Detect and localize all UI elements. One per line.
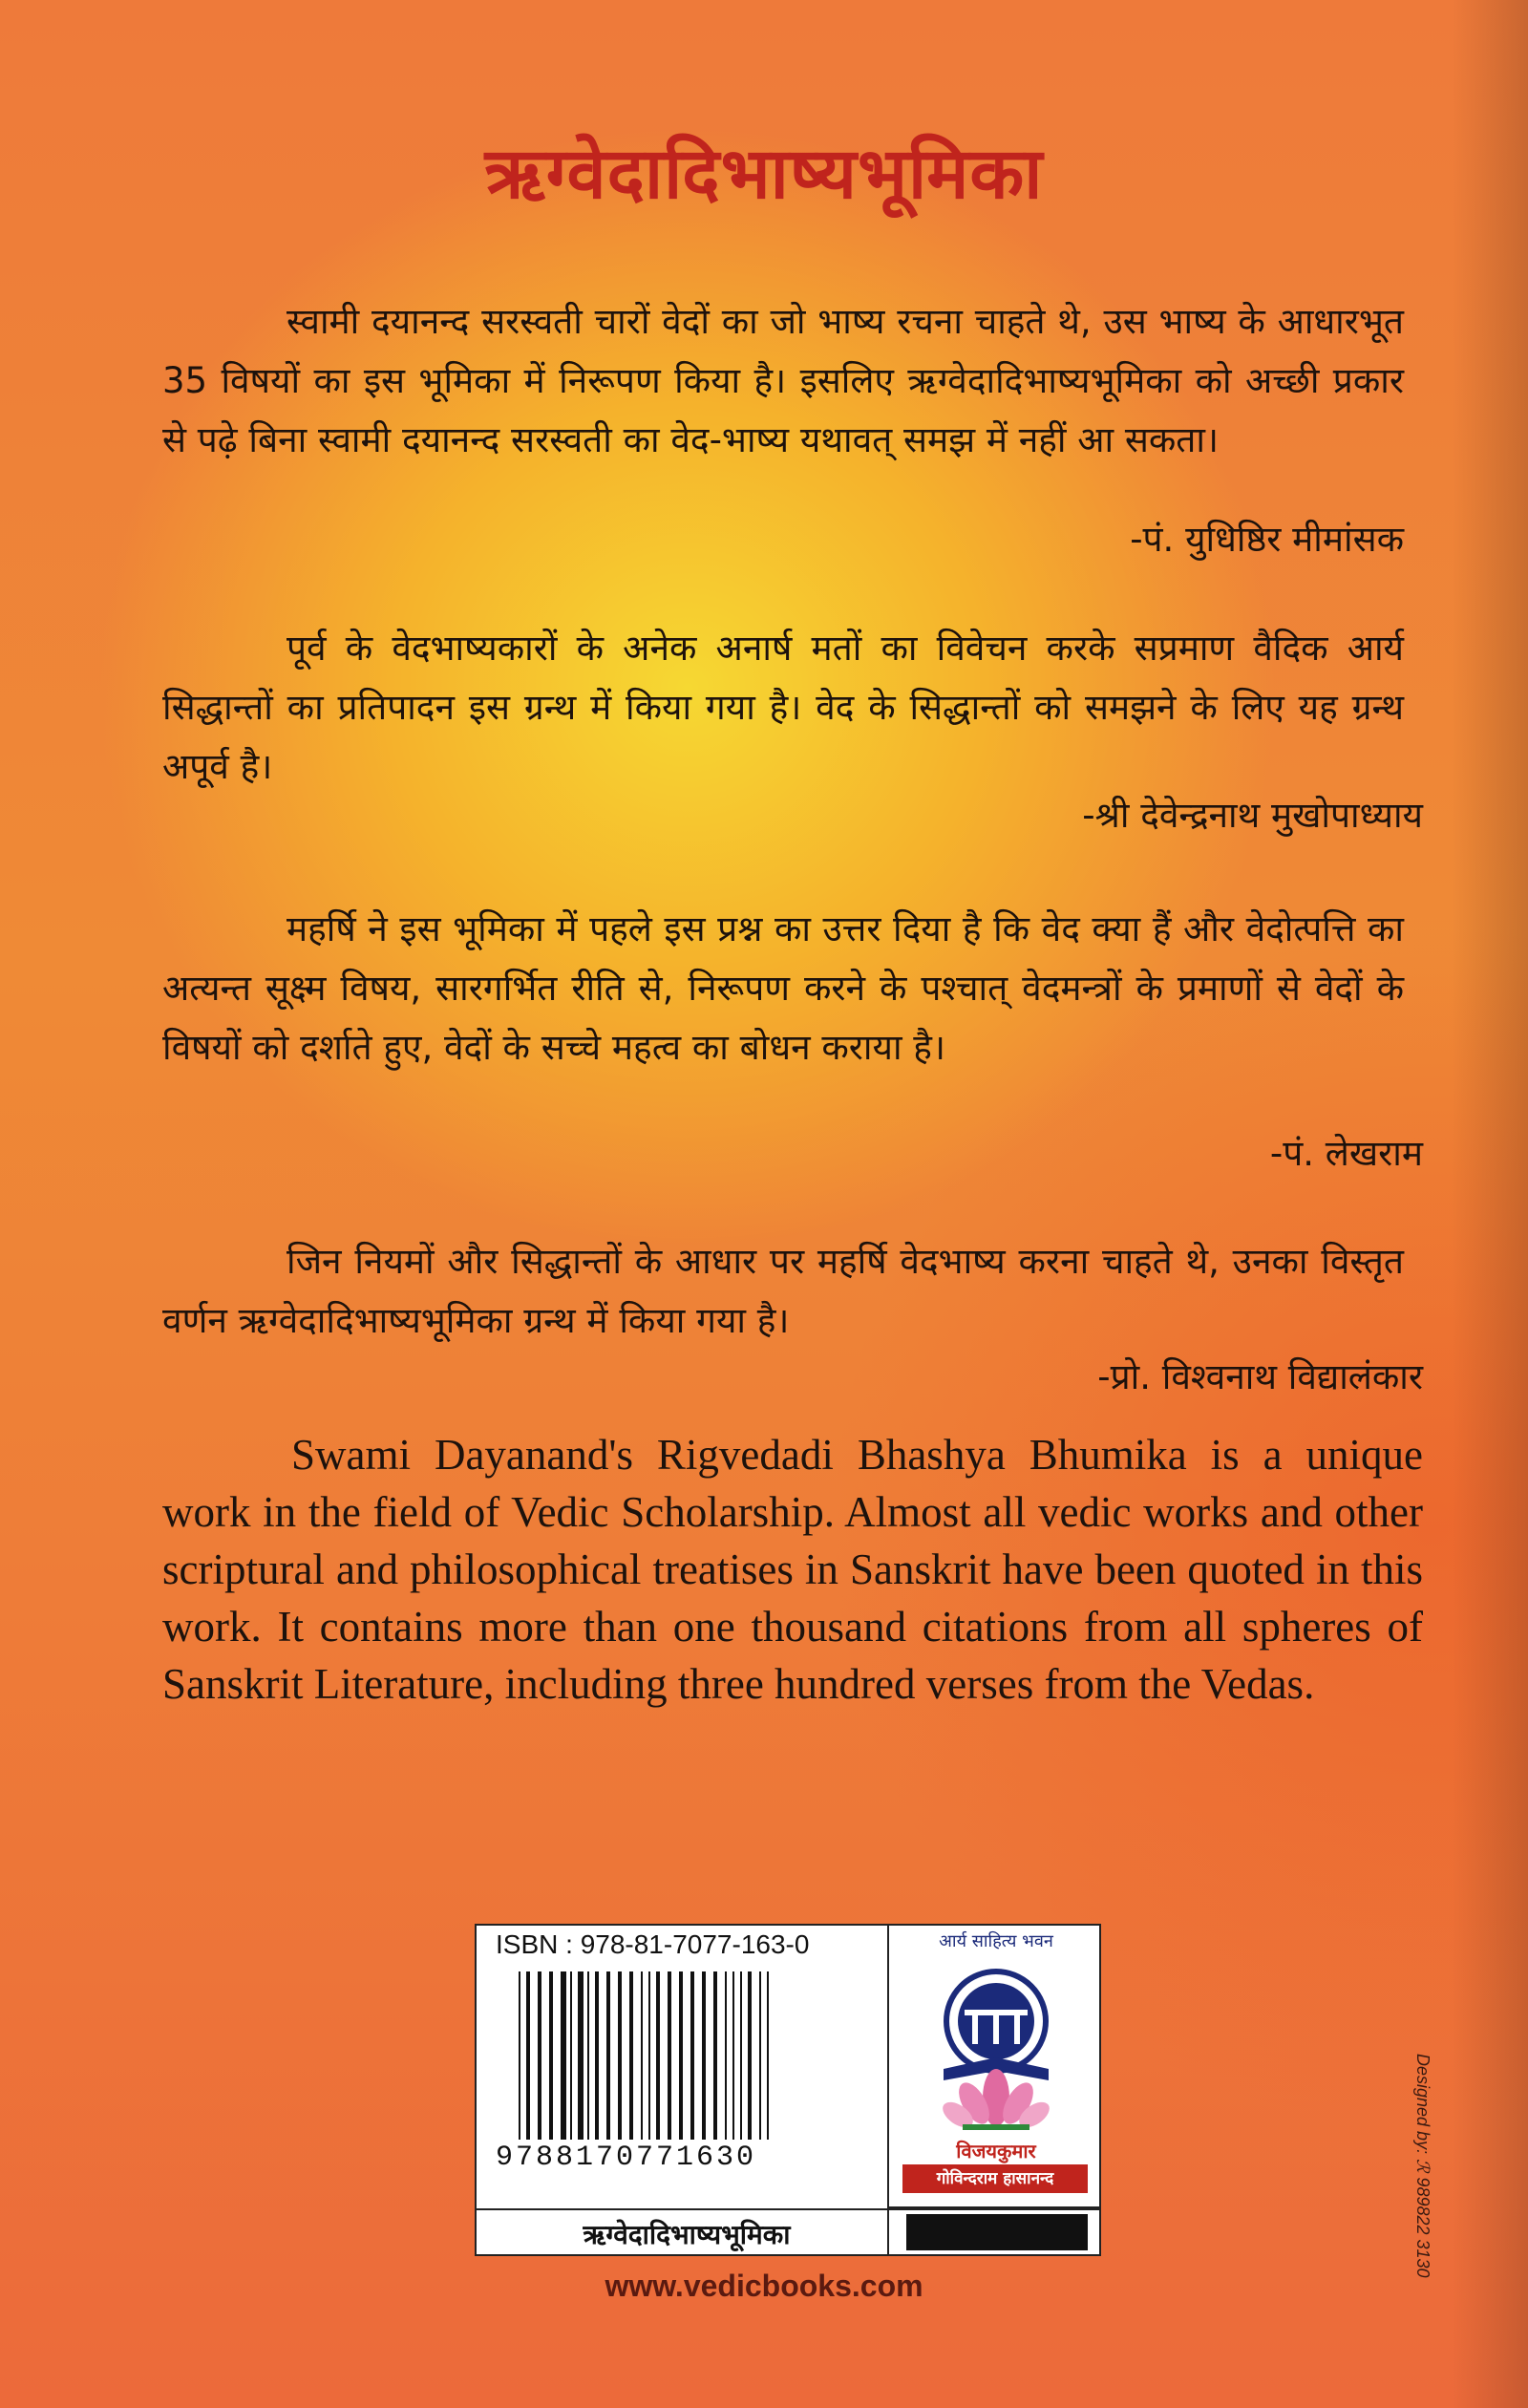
- isbn-label: ISBN : 978-81-7077-163-0: [496, 1929, 810, 1959]
- barcode-image: [515, 1971, 849, 2143]
- barcode-bar: [587, 1971, 589, 2140]
- barcode-bar: [538, 1971, 541, 2140]
- testimonial-text-4: जिन नियमों और सिद्धान्तों के आधार पर महर्षि वेदभाष्य करना चाहते थे, उनका विस्तृत वर्णन ऋग्वेदादिभाष्यभूमिका ग्रन्थ में किया गया है।: [162, 1241, 1404, 1341]
- testimonial-text-3: महर्षि ने इस भूमिका में पहले इस प्रश्न का उत्तर दिया है कि वेद क्या हैं और वेदोत्पत्ति का अत्यन्त सूक्ष्म विषय, सारगर्भित रीति से, निरूपण करने के पश्चात् वेदमन्त्रों के प्रमाणों से वेदों के विषयों को दर्शाते हुए, वेदों के सच्चे महत्व का बोधन कराया है।: [162, 908, 1404, 1068]
- publisher-name-line1: विजयकुमार: [956, 2140, 1036, 2163]
- barcode-bar: [725, 1971, 727, 2140]
- book-title: ऋग्वेदादिभाष्यभूमिका: [484, 133, 1044, 215]
- publisher-logo-icon: [905, 1954, 1087, 2136]
- english-blurb: Swami Dayanand's Rigvedadi Bhashya Bhumika is a unique work in the field of Vedic Scholarship. Almost all vedic works and other scriptural and philosophical treatises in Sanskrit have been quoted in this work. It contains more than one thousand citations from all spheres of Sanskrit Literature, including three hundred verses from the Vedas.: [162, 1431, 1423, 1708]
- publisher-logo-box: [887, 1924, 1101, 2208]
- publisher-name-line2: गोविन्दराम हासानन्द: [902, 2164, 1088, 2193]
- barcode-bar: [748, 1971, 752, 2140]
- publisher-arc-text: आर्य साहित्य भवन: [939, 1931, 1053, 1951]
- barcode-title-strip: [475, 2208, 1101, 2256]
- testimonial-author-1: -पं. युधिष्ठिर मीमांसक: [1130, 519, 1404, 560]
- barcode-bar: [519, 1971, 520, 2140]
- website-url: www.vedicbooks.com: [605, 2269, 923, 2303]
- barcode-bar: [679, 1971, 683, 2140]
- price-sticker-redaction: [906, 2214, 1088, 2250]
- barcode-bar: [549, 1971, 553, 2140]
- strip-book-title: ऋग्वेदादिभाष्यभूमिका: [583, 2219, 791, 2250]
- testimonial-text-2: पूर्व के वेदभाष्यकारों के अनेक अनार्ष मतों का विवेचन करके सप्रमाण वैदिक आर्य सिद्धान्तों का प्रतिपादन इस ग्रन्थ में किया गया है। वेद के सिद्धान्तों को समझने के लिए यह ग्रन्थ अपूर्व है।: [162, 628, 1404, 787]
- testimonial-text-1: स्वामी दयानन्द सरस्वती चारों वेदों का जो भाष्य रचना चाहते थे, उस भाष्य के आधारभूत 35 विषयों का इस भूमिका में निरूपण किया है। इसलिए ऋग्वेदादिभाष्यभूमिका को अच्छी प्रकार से पढ़े बिना स्वामी दयानन्द सरस्वती का वेद-भाष्य यथावत् समझ में नहीं आ सकता।: [162, 301, 1404, 460]
- barcode-bar: [526, 1971, 530, 2140]
- barcode-bar: [606, 1971, 610, 2140]
- barcode-bar: [767, 1971, 769, 2140]
- barcode-bar: [629, 1971, 633, 2140]
- barcode-bar: [656, 1971, 660, 2140]
- barcode-bar: [570, 1971, 572, 2140]
- barcode-bar: [702, 1971, 706, 2140]
- barcode-bar: [595, 1971, 599, 2140]
- isbn-barcode-box: [475, 1924, 889, 2212]
- barcode-bar: [641, 1971, 643, 2140]
- barcode-bar: [690, 1971, 694, 2140]
- cover-edge-shadow: [1452, 0, 1528, 2408]
- testimonial-author-4: -प्रो. विश्वनाथ विद्यालंकार: [1097, 1356, 1423, 1397]
- testimonial-author-2: -श्री देवेन्द्रनाथ मुखोपाध्याय: [1082, 795, 1423, 836]
- barcode-number: 9788170771630: [496, 2142, 757, 2174]
- barcode-bar: [740, 1971, 742, 2140]
- barcode-bar: [578, 1971, 584, 2140]
- strip-divider: [887, 2210, 889, 2254]
- designer-credit: Designed by: ℛ 989822 3130: [1413, 2054, 1432, 2278]
- barcode-bar: [618, 1971, 622, 2140]
- barcode-bar: [713, 1971, 717, 2140]
- barcode-bar: [732, 1971, 734, 2140]
- barcode-bar: [759, 1971, 761, 2140]
- barcode-bar: [648, 1971, 650, 2140]
- barcode-bar: [561, 1971, 566, 2140]
- testimonial-author-3: -पं. लेखराम: [1269, 1133, 1423, 1174]
- barcode-bar: [668, 1971, 671, 2140]
